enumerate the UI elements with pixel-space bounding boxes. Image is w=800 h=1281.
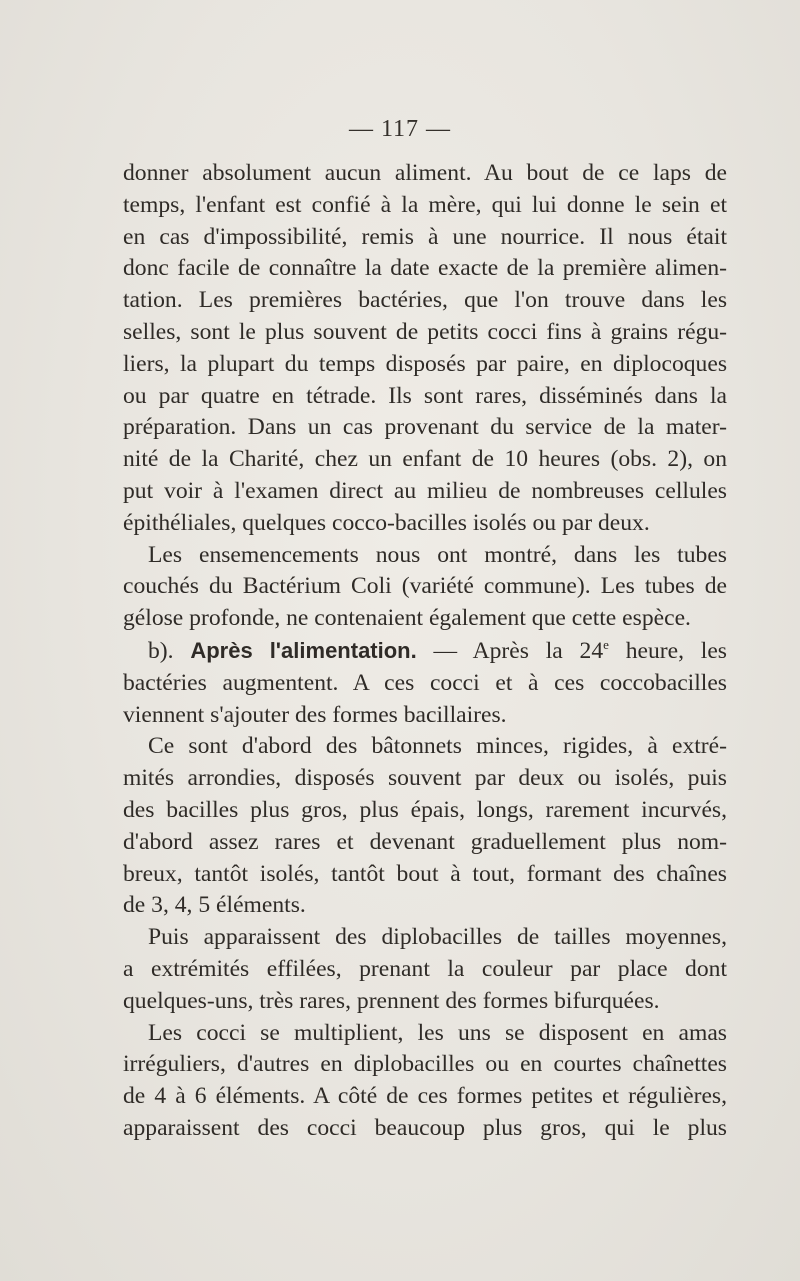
page-number: — 117 — <box>348 116 452 142</box>
paragraph-2 <box>123 540 727 635</box>
text-line: nité de la Charité, chez un enfant de 10 heures (obs. 2), on <box>123 446 727 473</box>
section-heading: Après l'alimentation. <box>190 637 417 663</box>
text-line: des bacilles plus gros, plus épais, longs, rarement incurvés, <box>123 796 727 823</box>
text-line: liers, la plupart du temps disposés par paire, en diplocoques <box>123 350 727 377</box>
text-line: gélose profonde, ne contenaient également que cette espèce. <box>123 605 691 632</box>
text-line: préparation. Dans un cas provenant du service de la mater- <box>123 414 727 441</box>
text-line: de 3, 4, 5 éléments. <box>123 892 306 919</box>
paragraph-5 <box>123 922 727 1017</box>
text-line: tation. Les premières bactéries, que l'on trouve dans les <box>123 287 727 314</box>
text-line: put voir à l'examen direct au milieu de nombreuses cellules <box>123 477 727 504</box>
text-line: donc facile de connaître la date exacte de la première alimen- <box>123 255 727 282</box>
body-text <box>123 158 727 1145</box>
text-line: Puis apparaissent des diplobacilles de tailles moyennes, <box>148 924 727 951</box>
text-line: couchés du Bactérium Coli (variété commune). Les tubes de <box>123 573 727 600</box>
heading-tail: heure, les <box>625 637 727 664</box>
ordinal-superscript: e <box>603 636 609 652</box>
text-line: mités arrondies, disposés souvent par deux ou isolés, puis <box>123 765 727 792</box>
text-line: de 4 à 6 éléments. A côté de ces formes petites et régulières, <box>123 1083 727 1110</box>
text-line: épithéliales, quelques cocco-bacilles isolés ou par deux. <box>123 509 650 536</box>
text-line: quelques-uns, très rares, prennent des formes bifurquées. <box>123 987 660 1014</box>
text-line: breux, tantôt isolés, tantôt bout à tout, formant des chaînes <box>123 860 727 887</box>
text-line: Les cocci se multiplient, les uns se disposent en amas <box>148 1019 727 1046</box>
paragraph-6 <box>123 1018 727 1145</box>
text-line: Ce sont d'abord des bâtonnets minces, rigides, à extré- <box>148 733 727 760</box>
text-line: temps, l'enfant est confié à la mère, qui lui donne le sein et <box>123 191 727 218</box>
text-line: Les ensemencements nous ont montré, dans les tubes <box>148 541 727 568</box>
text-line: ou par quatre en tétrade. Ils sont rares, disséminés dans la <box>123 382 727 409</box>
text-line: a extrémités effilées, prenant la couleur par place dont <box>123 955 727 982</box>
paragraph-1 <box>123 158 727 540</box>
text-line: en cas d'impossibilité, remis à une nourrice. Il nous était <box>123 223 727 250</box>
heading-continuation: — Après la 24 <box>433 637 604 664</box>
text-line: bactéries augmentent. A ces cocci et à ces coccobacilles <box>123 669 727 696</box>
section-letter: b). <box>148 637 174 664</box>
text-line: irréguliers, d'autres en diplobacilles ou en courtes chaînettes <box>123 1051 727 1078</box>
text-line: donner absolument aucun aliment. Au bout de ce laps de <box>123 160 727 186</box>
text-line: d'abord assez rares et devenant graduellement plus nom- <box>123 828 727 855</box>
text-line: apparaissent des cocci beaucoup plus gros, qui le plus <box>123 1114 727 1141</box>
text-line: selles, sont le plus souvent de petits cocci fins à grains régu- <box>123 318 727 345</box>
text-line: viennent s'ajouter des formes bacillaires. <box>123 701 507 728</box>
paragraph-3 <box>123 635 727 731</box>
paragraph-4 <box>123 731 727 922</box>
heading-line <box>123 635 727 668</box>
